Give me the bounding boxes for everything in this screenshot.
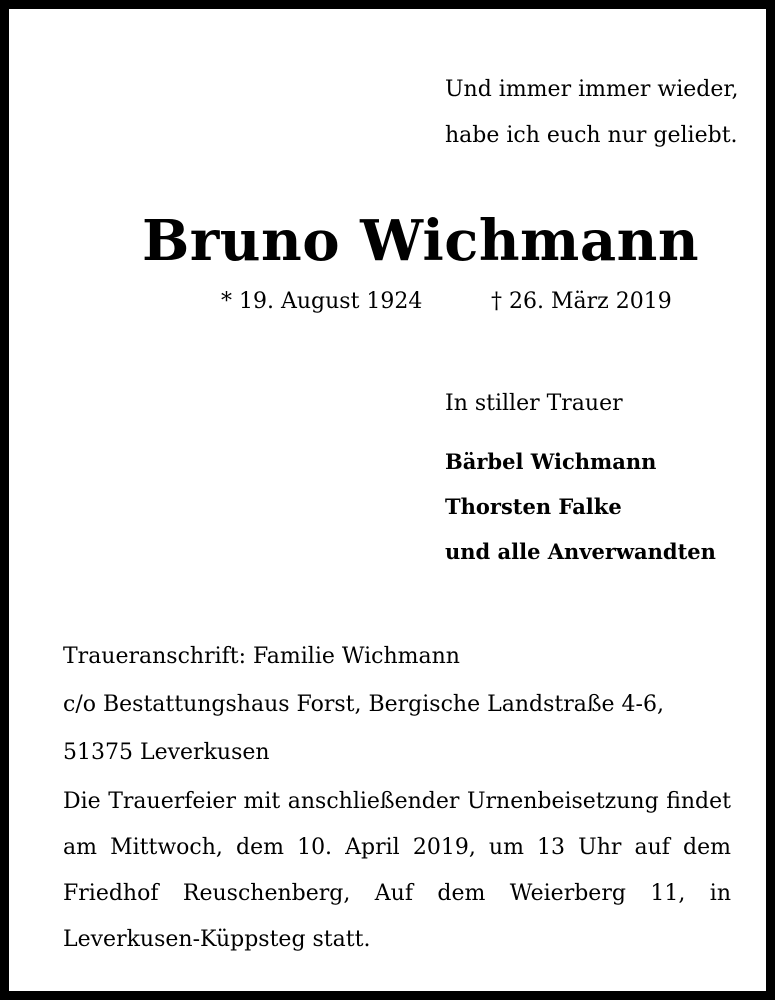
ceremony-notice: Die Trauerfeier mit anschließender Urnenbeisetzung findet am Mittwoch, dem 10. April 2019, um 13 Uhr auf dem Friedhof Reuschenberg, Auf dem Weierberg 11, in Leverkusen-Küppsteg statt. — [63, 789, 731, 952]
poem-line: Und immer immer wieder, — [445, 77, 739, 102]
address-line: c/o Bestattungshaus Forst, Bergische Landstraße 4-6, — [63, 692, 664, 717]
birth-date: * 19. August 1924 — [221, 289, 423, 314]
death-date: † 26. März 2019 — [491, 289, 672, 314]
mourning-address — [63, 633, 664, 777]
poem-quote — [445, 67, 738, 159]
deceased-name: Bruno Wichmann — [141, 208, 700, 274]
address-line: 51375 Leverkusen — [63, 740, 270, 765]
mourner-name: Bärbel Wichmann — [445, 449, 657, 474]
address-line: Traueranschrift: Familie Wichmann — [63, 644, 460, 669]
poem-line: habe ich euch nur geliebt. — [445, 123, 738, 148]
mourner-name: und alle Anverwandten — [445, 539, 716, 564]
mourning-intro: In stiller Trauer — [445, 391, 623, 416]
mourners-list — [445, 439, 716, 574]
mourner-name: Thorsten Falke — [445, 494, 622, 519]
